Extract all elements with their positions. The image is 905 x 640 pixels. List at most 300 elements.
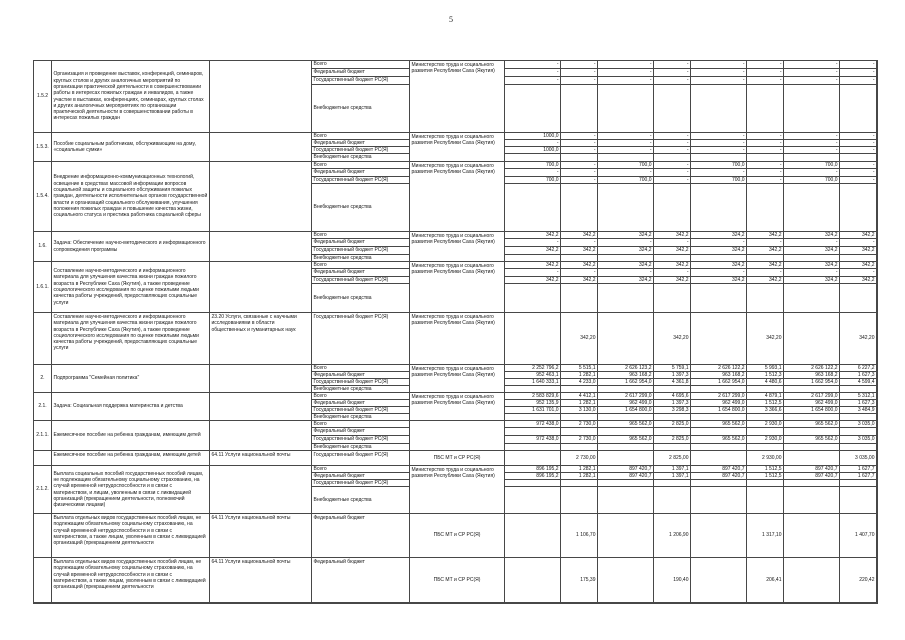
row-value (561, 487, 598, 514)
row-value (747, 487, 784, 514)
row-value: - (784, 140, 840, 147)
row-number: 1.6. (34, 232, 52, 262)
row-name: Составление научно-методического и информационного материала для улучшения качества жизни граждан пожилого возраста в Республике Саха (Якутия), а также проведение социологического исследования по оценке пожилыми людьми качества работы учреждений, предоставляющих социальные услуги (52, 262, 210, 313)
row-value: 1 512,5 (747, 400, 784, 407)
row-value: 342,20 (561, 313, 598, 365)
row-value: 962 499,0 (598, 400, 654, 407)
row-value (598, 444, 654, 451)
row-value: 1000,0 (505, 133, 561, 140)
row-value: - (654, 269, 691, 277)
row-value: 1000,0 (505, 147, 561, 154)
row-name: Выплата социальных пособий государственных пособий лицам, не подлежащим обязательному социальному страхованию, на случай временной нетрудоспособности и в связи с материнством, и лицам, уволенным в связи с ликвидацией организаций (прекращением деятельности, полномочий физическими лицами) (52, 466, 210, 514)
row-value: - (747, 269, 784, 277)
row-executor: Министерство труда и социального развития Республики Саха (Якутия) (410, 262, 505, 313)
row-value (840, 480, 877, 487)
row-value: 342,2 (505, 277, 561, 284)
row-value: 5 515,1 (561, 365, 598, 372)
row-value: 1 397,3 (654, 400, 691, 407)
row-value (747, 480, 784, 487)
row-value: - (840, 77, 877, 85)
row-source: Государственный бюджет РС(Я) (312, 247, 410, 255)
row-value: 963 168,2 (691, 372, 747, 379)
row-value: 1 627,7 (840, 473, 877, 480)
row-number (34, 514, 52, 558)
row-value: - (691, 77, 747, 85)
row-name: Задача: Социальная поддержка материнства и детства (52, 393, 210, 421)
row-value: - (840, 169, 877, 177)
row-value (691, 85, 747, 133)
row-value: 3 298,3 (654, 407, 691, 414)
row-result (210, 61, 312, 133)
row-value: 963 168,2 (784, 372, 840, 379)
row-executor: Министерство труда и социального развития Республики Саха (Якутия) (410, 133, 505, 162)
row-source: Государственный бюджет РС(Я) (312, 436, 410, 444)
row-value: 220,42 (840, 558, 877, 603)
row-value: 952 463,1 (505, 372, 561, 379)
row-value: - (598, 133, 654, 140)
row-value (598, 154, 654, 162)
row-value (691, 487, 747, 514)
row-value: - (505, 169, 561, 177)
row-value: 175,39 (561, 558, 598, 603)
row-value (505, 386, 561, 393)
row-value: 1 662 954,0 (598, 379, 654, 386)
row-value: 5 312,1 (840, 393, 877, 400)
row-value: 952 135,9 (505, 400, 561, 407)
row-value: 1 627,3 (840, 400, 877, 407)
row-source: Государственный бюджет РС(Я) (312, 177, 410, 184)
row-value (784, 487, 840, 514)
row-value: - (561, 169, 598, 177)
row-value: - (784, 133, 840, 140)
row-value: 2 930,00 (747, 451, 784, 466)
row-value: - (505, 77, 561, 85)
row-value: 342,2 (654, 232, 691, 239)
row-value (654, 154, 691, 162)
row-value (747, 255, 784, 262)
row-value: 3 130,0 (561, 407, 598, 414)
row-value (561, 184, 598, 232)
row-value (654, 487, 691, 514)
row-value: 965 562,0 (598, 436, 654, 444)
row-source: Внебюджетные средства (312, 184, 410, 232)
row-value: 1 282,1 (561, 466, 598, 473)
row-value: 4 599,4 (840, 379, 877, 386)
row-value: 342,2 (654, 262, 691, 269)
row-value: - (691, 69, 747, 77)
row-source: Федеральный бюджет (312, 169, 410, 177)
row-value (691, 514, 747, 558)
row-value: 324,2 (598, 277, 654, 284)
row-value: 896 195,2 (505, 473, 561, 480)
row-source: Всего (312, 133, 410, 140)
row-value: - (840, 147, 877, 154)
row-value (598, 414, 654, 421)
row-value: - (561, 61, 598, 69)
row-value: 1 654 800,0 (598, 407, 654, 414)
row-value: - (747, 133, 784, 140)
row-value (598, 514, 654, 558)
row-value: - (505, 269, 561, 277)
row-value (505, 428, 561, 436)
row-value: 2 617 299,0 (691, 393, 747, 400)
row-result: 64.11 Услуги национальной почты (210, 514, 312, 558)
row-value: - (691, 269, 747, 277)
row-value (598, 480, 654, 487)
row-value: 324,2 (691, 232, 747, 239)
row-result (210, 421, 312, 451)
row-value: - (654, 177, 691, 184)
row-value: 2 617 299,0 (784, 393, 840, 400)
row-value: - (840, 133, 877, 140)
row-value: 5 759,1 (654, 365, 691, 372)
row-number: 2. (34, 365, 52, 393)
row-value: 1 512,5 (747, 473, 784, 480)
row-value: - (784, 239, 840, 247)
row-value: 324,2 (598, 247, 654, 255)
row-source: Федеральный бюджет (312, 400, 410, 407)
row-value (840, 487, 877, 514)
row-value (747, 386, 784, 393)
row-value (691, 480, 747, 487)
row-value: - (747, 61, 784, 69)
row-name: Задача: Обеспечение научно-методического и информационного сопровождения программы (52, 232, 210, 262)
row-value: 1 282,1 (561, 473, 598, 480)
row-value (691, 558, 747, 603)
row-value: - (654, 169, 691, 177)
row-value: - (598, 140, 654, 147)
row-value (654, 414, 691, 421)
row-value (561, 414, 598, 421)
row-number: 1.5.2 (34, 61, 52, 133)
row-value: - (505, 140, 561, 147)
row-value: - (654, 61, 691, 69)
row-value: 700,0 (505, 162, 561, 169)
row-executor: Министерство труда и социального развития Республики Саха (Якутия) (410, 313, 505, 365)
row-value: 324,2 (691, 262, 747, 269)
row-executor: Министерство труда и социального развития Республики Саха (Якутия) (410, 466, 505, 514)
row-value (747, 85, 784, 133)
row-value: - (561, 269, 598, 277)
row-value (691, 313, 747, 365)
row-source: Федеральный бюджет (312, 428, 410, 436)
row-value (561, 444, 598, 451)
row-value (840, 154, 877, 162)
row-value (784, 451, 840, 466)
row-value: - (784, 61, 840, 69)
row-value: 190,40 (654, 558, 691, 603)
row-value: - (784, 77, 840, 85)
row-value (840, 184, 877, 232)
row-value (784, 514, 840, 558)
row-value (654, 444, 691, 451)
row-source: Внебюджетные средства (312, 85, 410, 133)
row-value: 1 654 800,0 (784, 407, 840, 414)
row-value: - (561, 140, 598, 147)
row-value (561, 85, 598, 133)
row-value (505, 85, 561, 133)
row-number (34, 558, 52, 603)
row-source: Внебюджетные средства (312, 284, 410, 313)
row-name: Организация и проведение выставок, конференций, семинаров, круглых столов и других аналогичных мероприятий по организации практической деятельности в совершенствовании работы в интересах пожилых граждан и инвалидов, а также участие в выставках, конференциях, семинарах, круглых столах и других аналогичных мероприятиях по организации практической деятельности в совершенствовании работы в интересах пожилых граждан (52, 61, 210, 133)
row-value: 342,2 (654, 247, 691, 255)
row-executor: Министерство труда и социального развития Республики Саха (Якутия) (410, 232, 505, 262)
row-source: Федеральный бюджет (312, 372, 410, 379)
row-value: 1 640 333,1 (505, 379, 561, 386)
row-value: 324,2 (598, 232, 654, 239)
row-value: 2 730,0 (561, 436, 598, 444)
row-value: - (561, 177, 598, 184)
row-value: - (598, 169, 654, 177)
row-result (210, 466, 312, 514)
row-value: 342,2 (840, 247, 877, 255)
row-source: Внебюджетные средства (312, 414, 410, 421)
row-value: - (654, 77, 691, 85)
row-name: Выплата отдельных видов государственных пособий лицам, не подлежащим обязательному социальному страхованию, на случай временной нетрудоспособности и в связи с материнством, а также лицам, уволенным в связи с ликвидацией организаций (прекращением деятельности (52, 514, 210, 558)
row-source: Федеральный бюджет (312, 140, 410, 147)
row-value (598, 184, 654, 232)
row-name: Ежемесячное пособие на ребенка гражданам, имеющим детей (52, 451, 210, 466)
row-source: Внебюджетные средства (312, 444, 410, 451)
row-value: 324,2 (691, 277, 747, 284)
row-executor: Министерство труда и социального развития Республики Саха (Якутия) (410, 61, 505, 133)
row-result (210, 232, 312, 262)
row-value: - (840, 69, 877, 77)
row-value (784, 85, 840, 133)
row-name: Выплата отдельных видов государственных пособий лицам, не подлежащим обязательному социальному страхованию, на случай временной нетрудоспособности и в связи с материнством, а также лицам, уволенным в связи с ликвидацией организаций (прекращением деятельности (52, 558, 210, 603)
row-value: 965 562,0 (784, 421, 840, 428)
row-value: 1 317,10 (747, 514, 784, 558)
row-value: 962 499,0 (691, 400, 747, 407)
row-value (505, 313, 561, 365)
row-value: - (840, 177, 877, 184)
row-value: 4 412,1 (561, 393, 598, 400)
row-value: 896 195,2 (505, 466, 561, 473)
row-source: Внебюджетные средства (312, 255, 410, 262)
row-value: 897 420,7 (598, 473, 654, 480)
row-value (505, 414, 561, 421)
row-value (691, 284, 747, 313)
row-value (505, 255, 561, 262)
row-number: 1.6.1. (34, 262, 52, 313)
row-value: 324,2 (784, 247, 840, 255)
row-value: 2 930,0 (747, 421, 784, 428)
row-value: 897 420,7 (598, 466, 654, 473)
row-source: Всего (312, 393, 410, 400)
row-value (747, 154, 784, 162)
row-source: Федеральный бюджет (312, 514, 410, 558)
row-value (505, 444, 561, 451)
row-value (840, 284, 877, 313)
row-value: - (840, 140, 877, 147)
row-value (561, 284, 598, 313)
row-value: 1 627,7 (840, 466, 877, 473)
row-value (505, 514, 561, 558)
row-value (784, 444, 840, 451)
row-value (691, 386, 747, 393)
row-value: 342,2 (561, 262, 598, 269)
row-value: 700,0 (598, 177, 654, 184)
row-value (598, 451, 654, 466)
row-value (505, 284, 561, 313)
row-value: 1 627,3 (840, 372, 877, 379)
row-value: 1 282,1 (561, 400, 598, 407)
row-value: - (747, 69, 784, 77)
row-value: 342,2 (561, 277, 598, 284)
row-result (210, 365, 312, 393)
row-value: 897 420,7 (691, 473, 747, 480)
row-number: 1.5.3. (34, 133, 52, 162)
row-source: Всего (312, 232, 410, 239)
row-value: - (561, 69, 598, 77)
budget-table (34, 61, 877, 603)
row-value (784, 480, 840, 487)
row-value (654, 85, 691, 133)
row-value: 972 438,0 (505, 436, 561, 444)
row-source: Федеральный бюджет (312, 558, 410, 603)
row-result: 64.11 Услуги национальной почты (210, 451, 312, 466)
row-result (210, 133, 312, 162)
row-result (210, 162, 312, 232)
row-value: 342,20 (840, 313, 877, 365)
row-value (784, 154, 840, 162)
row-value (598, 284, 654, 313)
row-source: Всего (312, 262, 410, 269)
row-value: - (784, 69, 840, 77)
row-value: 965 562,0 (691, 436, 747, 444)
row-value: - (505, 239, 561, 247)
row-value: 324,2 (784, 232, 840, 239)
row-result: 64.11 Услуги национальной почты (210, 558, 312, 603)
row-value (691, 154, 747, 162)
row-value: - (505, 61, 561, 69)
row-value: - (561, 239, 598, 247)
row-executor: Министерство труда и социального развития Республики Саха (Якутия) (410, 393, 505, 421)
row-number (34, 313, 52, 365)
row-value: 2 252 796,2 (505, 365, 561, 372)
row-value: - (598, 239, 654, 247)
row-value: 1 206,90 (654, 514, 691, 558)
row-value: 342,2 (505, 232, 561, 239)
row-value (691, 255, 747, 262)
row-value: 1 631 701,0 (505, 407, 561, 414)
row-value (598, 386, 654, 393)
row-number: 2.1. (34, 393, 52, 421)
row-source: Государственный бюджет РС(Я) (312, 451, 410, 466)
row-value: 2 825,0 (654, 436, 691, 444)
row-value (654, 255, 691, 262)
row-value: - (598, 269, 654, 277)
row-value (598, 313, 654, 365)
row-value (654, 284, 691, 313)
row-value (654, 386, 691, 393)
row-value: 342,2 (747, 247, 784, 255)
row-value: 324,2 (784, 277, 840, 284)
row-value: 1 407,70 (840, 514, 877, 558)
row-executor: Министерство труда и социального развития Республики Саха (Якутия) (410, 162, 505, 232)
row-value (561, 428, 598, 436)
row-value: 4 361,8 (654, 379, 691, 386)
row-value: 5 993,1 (747, 365, 784, 372)
row-value: 342,2 (561, 232, 598, 239)
row-value (561, 480, 598, 487)
row-value: 1 662 954,0 (784, 379, 840, 386)
row-result: 23.20 Услуги, связанные с научными исследованиями в области общественных и гуманитарных наук (210, 313, 312, 365)
row-value (598, 255, 654, 262)
row-value (784, 558, 840, 603)
row-value: 2 626 122,2 (784, 365, 840, 372)
row-name: Пособие социальным работникам, обслуживающим на дому, «социальные сумки» (52, 133, 210, 162)
row-value: 1 106,70 (561, 514, 598, 558)
row-source: Всего (312, 466, 410, 473)
row-value: 1 397,3 (654, 372, 691, 379)
row-value (840, 444, 877, 451)
row-value (598, 428, 654, 436)
row-value: 342,2 (840, 232, 877, 239)
row-value (505, 184, 561, 232)
row-value: 3 035,00 (840, 451, 877, 466)
row-value: 3 366,6 (747, 407, 784, 414)
row-value (691, 184, 747, 232)
row-value: 342,2 (747, 277, 784, 284)
row-value: - (840, 239, 877, 247)
row-number (34, 451, 52, 466)
row-source: Всего (312, 365, 410, 372)
row-source: Государственный бюджет РС(Я) (312, 147, 410, 154)
row-value (561, 386, 598, 393)
row-value: 897 420,7 (784, 473, 840, 480)
row-value: - (691, 169, 747, 177)
row-value: - (598, 77, 654, 85)
row-source: Государственный бюджет РС(Я) (312, 379, 410, 386)
row-value (691, 451, 747, 466)
row-value (691, 428, 747, 436)
row-value: 1 282,1 (561, 372, 598, 379)
row-value: - (654, 140, 691, 147)
row-value: - (840, 269, 877, 277)
row-value: 342,2 (654, 277, 691, 284)
row-value: 4 695,6 (654, 393, 691, 400)
row-value: 342,2 (561, 247, 598, 255)
row-source: Государственный бюджет РС(Я) (312, 480, 410, 487)
row-value: 342,2 (747, 262, 784, 269)
row-value: - (784, 269, 840, 277)
row-value: - (784, 147, 840, 154)
row-value: - (598, 69, 654, 77)
row-value: 3 035,0 (840, 421, 877, 428)
row-value: 700,0 (505, 177, 561, 184)
row-value: - (598, 147, 654, 154)
row-value: - (784, 169, 840, 177)
row-result (210, 393, 312, 421)
row-value: - (747, 140, 784, 147)
row-value: - (840, 162, 877, 169)
row-value (840, 85, 877, 133)
row-value (747, 414, 784, 421)
row-value: 963 168,2 (598, 372, 654, 379)
row-value: 324,2 (784, 262, 840, 269)
row-value (691, 444, 747, 451)
row-value: 324,2 (691, 247, 747, 255)
row-value: 342,2 (840, 277, 877, 284)
row-value: 2 825,0 (654, 421, 691, 428)
row-value: 342,20 (654, 313, 691, 365)
row-value: - (654, 239, 691, 247)
row-executor: ПБС МТ и СР РС(Я) (410, 558, 505, 603)
row-value (654, 428, 691, 436)
row-value: - (747, 169, 784, 177)
row-source: Федеральный бюджет (312, 69, 410, 77)
